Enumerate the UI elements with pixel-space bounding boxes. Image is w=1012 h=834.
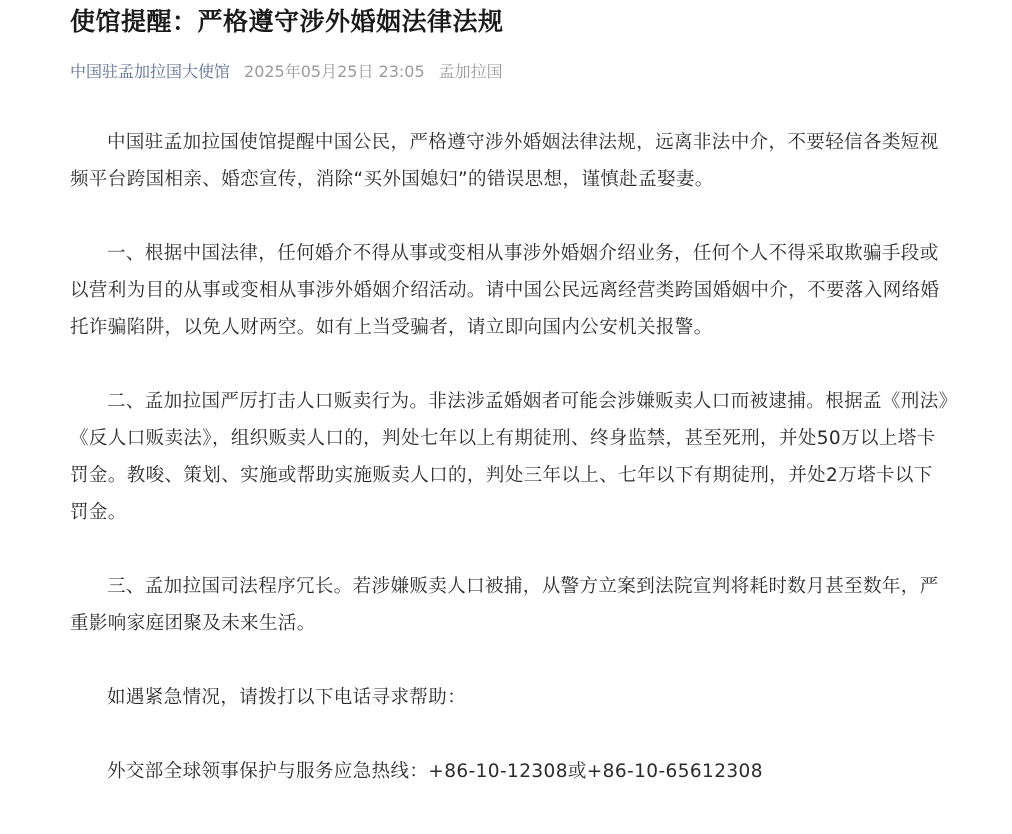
paragraph-spacer [70, 198, 950, 235]
article-title: 使馆提醒：严格遵守涉外婚姻法律法规 [70, 7, 504, 36]
paragraph-point-3: 三、孟加拉国司法程序冗长。若涉嫌贩卖人口被捕，从警方立案到法院宣判将耗时数月甚至数年，严重影响家庭团聚及未来生活。 [70, 576, 939, 634]
paragraph-point-2: 二、孟加拉国严厉打击人口贩卖行为。非法涉孟婚姻者可能会涉嫌贩卖人口而被逮捕。根据孟《刑法》《反人口贩卖法》，组织贩卖人口的，判处七年以上有期徒刑、终身监禁，甚至死刑，并处50万以上塔卡罚金。教唆、策划、实施或帮助实施贩卖人口的，判处三年以上、七年以下有期徒刑，并处2万塔卡以下罚金。 [70, 391, 949, 523]
article-meta [70, 60, 503, 84]
paragraph-spacer [70, 716, 950, 753]
paragraph-emergency: 如遇紧急情况，请拨打以下电话寻求帮助： [107, 687, 467, 708]
paragraph-point-1: 一、根据中国法律，任何婚介不得从事或变相从事涉外婚姻介绍业务，任何个人不得采取欺骗手段或以营利为目的从事或变相从事涉外婚姻介绍活动。请中国公民远离经营类跨国婚姻中介，不要落入网络婚托诈骗陷阱，以免人财两空。如有上当受骗者，请立即向国内公安机关报警。 [70, 243, 940, 338]
article-body [70, 124, 950, 790]
paragraph-spacer [70, 531, 950, 568]
paragraph-spacer [70, 642, 950, 679]
publish-location: 孟加拉国 [438, 62, 503, 81]
publish-date: 2025年05月25日 23:05 [244, 62, 425, 81]
paragraph-spacer [70, 346, 950, 383]
account-name-link[interactable]: 中国驻孟加拉国大使馆 [70, 62, 231, 81]
paragraph-intro: 中国驻孟加拉国使馆提醒中国公民，严格遵守涉外婚姻法律法规，远离非法中介，不要轻信各类短视频平台跨国相亲、婚恋宣传，消除“买外国媳妇”的错误思想，谨慎赴孟娶妻。 [70, 132, 939, 190]
paragraph-hotline: 外交部全球领事保护与服务应急热线：+86-10-12308或+86-10-65612308 [107, 761, 763, 782]
